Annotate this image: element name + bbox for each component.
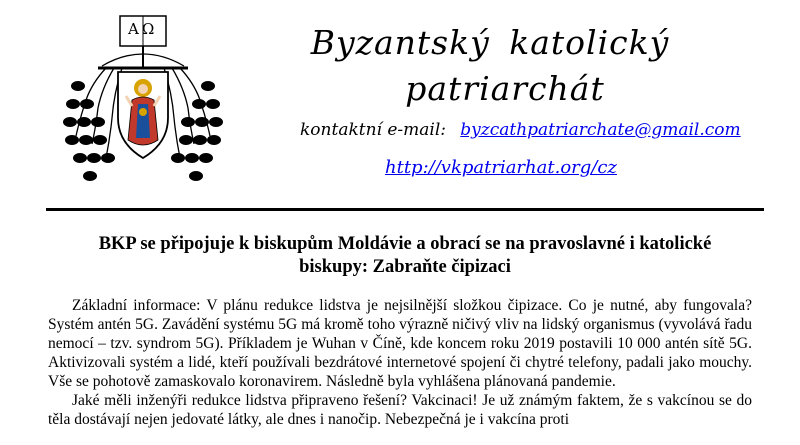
headline-line-2: biskupy: Zabraňte čipizaci <box>299 257 511 277</box>
contact-line <box>300 120 760 140</box>
contact-email-label: kontaktní e-mail: <box>300 120 447 140</box>
website-link[interactable]: http://vkpatriarhat.org/cz <box>385 157 617 178</box>
title-line-2: patriarchát <box>405 69 605 108</box>
organization-title <box>280 20 700 112</box>
article-body <box>48 296 752 429</box>
title-line-1: Byzantský katolický <box>310 23 670 62</box>
headline-line-1: BKP se připojuje k biskupům Moldávie a obrací se na pravoslavné i katolické <box>98 234 712 254</box>
paragraph-1: Základní informace: V plánu redukce lidstva je nejsilnější složkou čipizace. Co je nutné, aby fungovala? Systém antén 5G. Zavádění systému 5G má kromě toho výrazně ničivý vliv na lidský organismus (vyvolává řadu nemocí – tzv. syndrom 5G). Příkladem je Wuhan v Číně, kde koncem roku 2019 postavili 10 000 antén sítě 5G. Aktivizovali systém a lidé, kteří používali bezdrátové internetové spojení či chytré telefony, padali jako mouchy. Vše se pohotově zamaskovalo koronavirem. Následně byla vyhlášena plánovaná pandemie. <box>48 297 752 390</box>
article-headline <box>46 233 764 279</box>
shield-alpha-omega-label: ΑΩ <box>128 20 158 38</box>
header-divider <box>46 208 764 211</box>
paragraph-2: Jaké měli inženýři redukce lidstva připraveno řešení? Vakcinaci! Je už známým faktem, že s vakcínou se do těla dostávají nejen jedovaté látky, ale dnes i nanočip. Nebezpečná je i vakcína proti <box>48 392 752 428</box>
website-line <box>385 157 617 178</box>
contact-email-link[interactable]: byzcathpatriarchate@gmail.com <box>460 120 741 140</box>
